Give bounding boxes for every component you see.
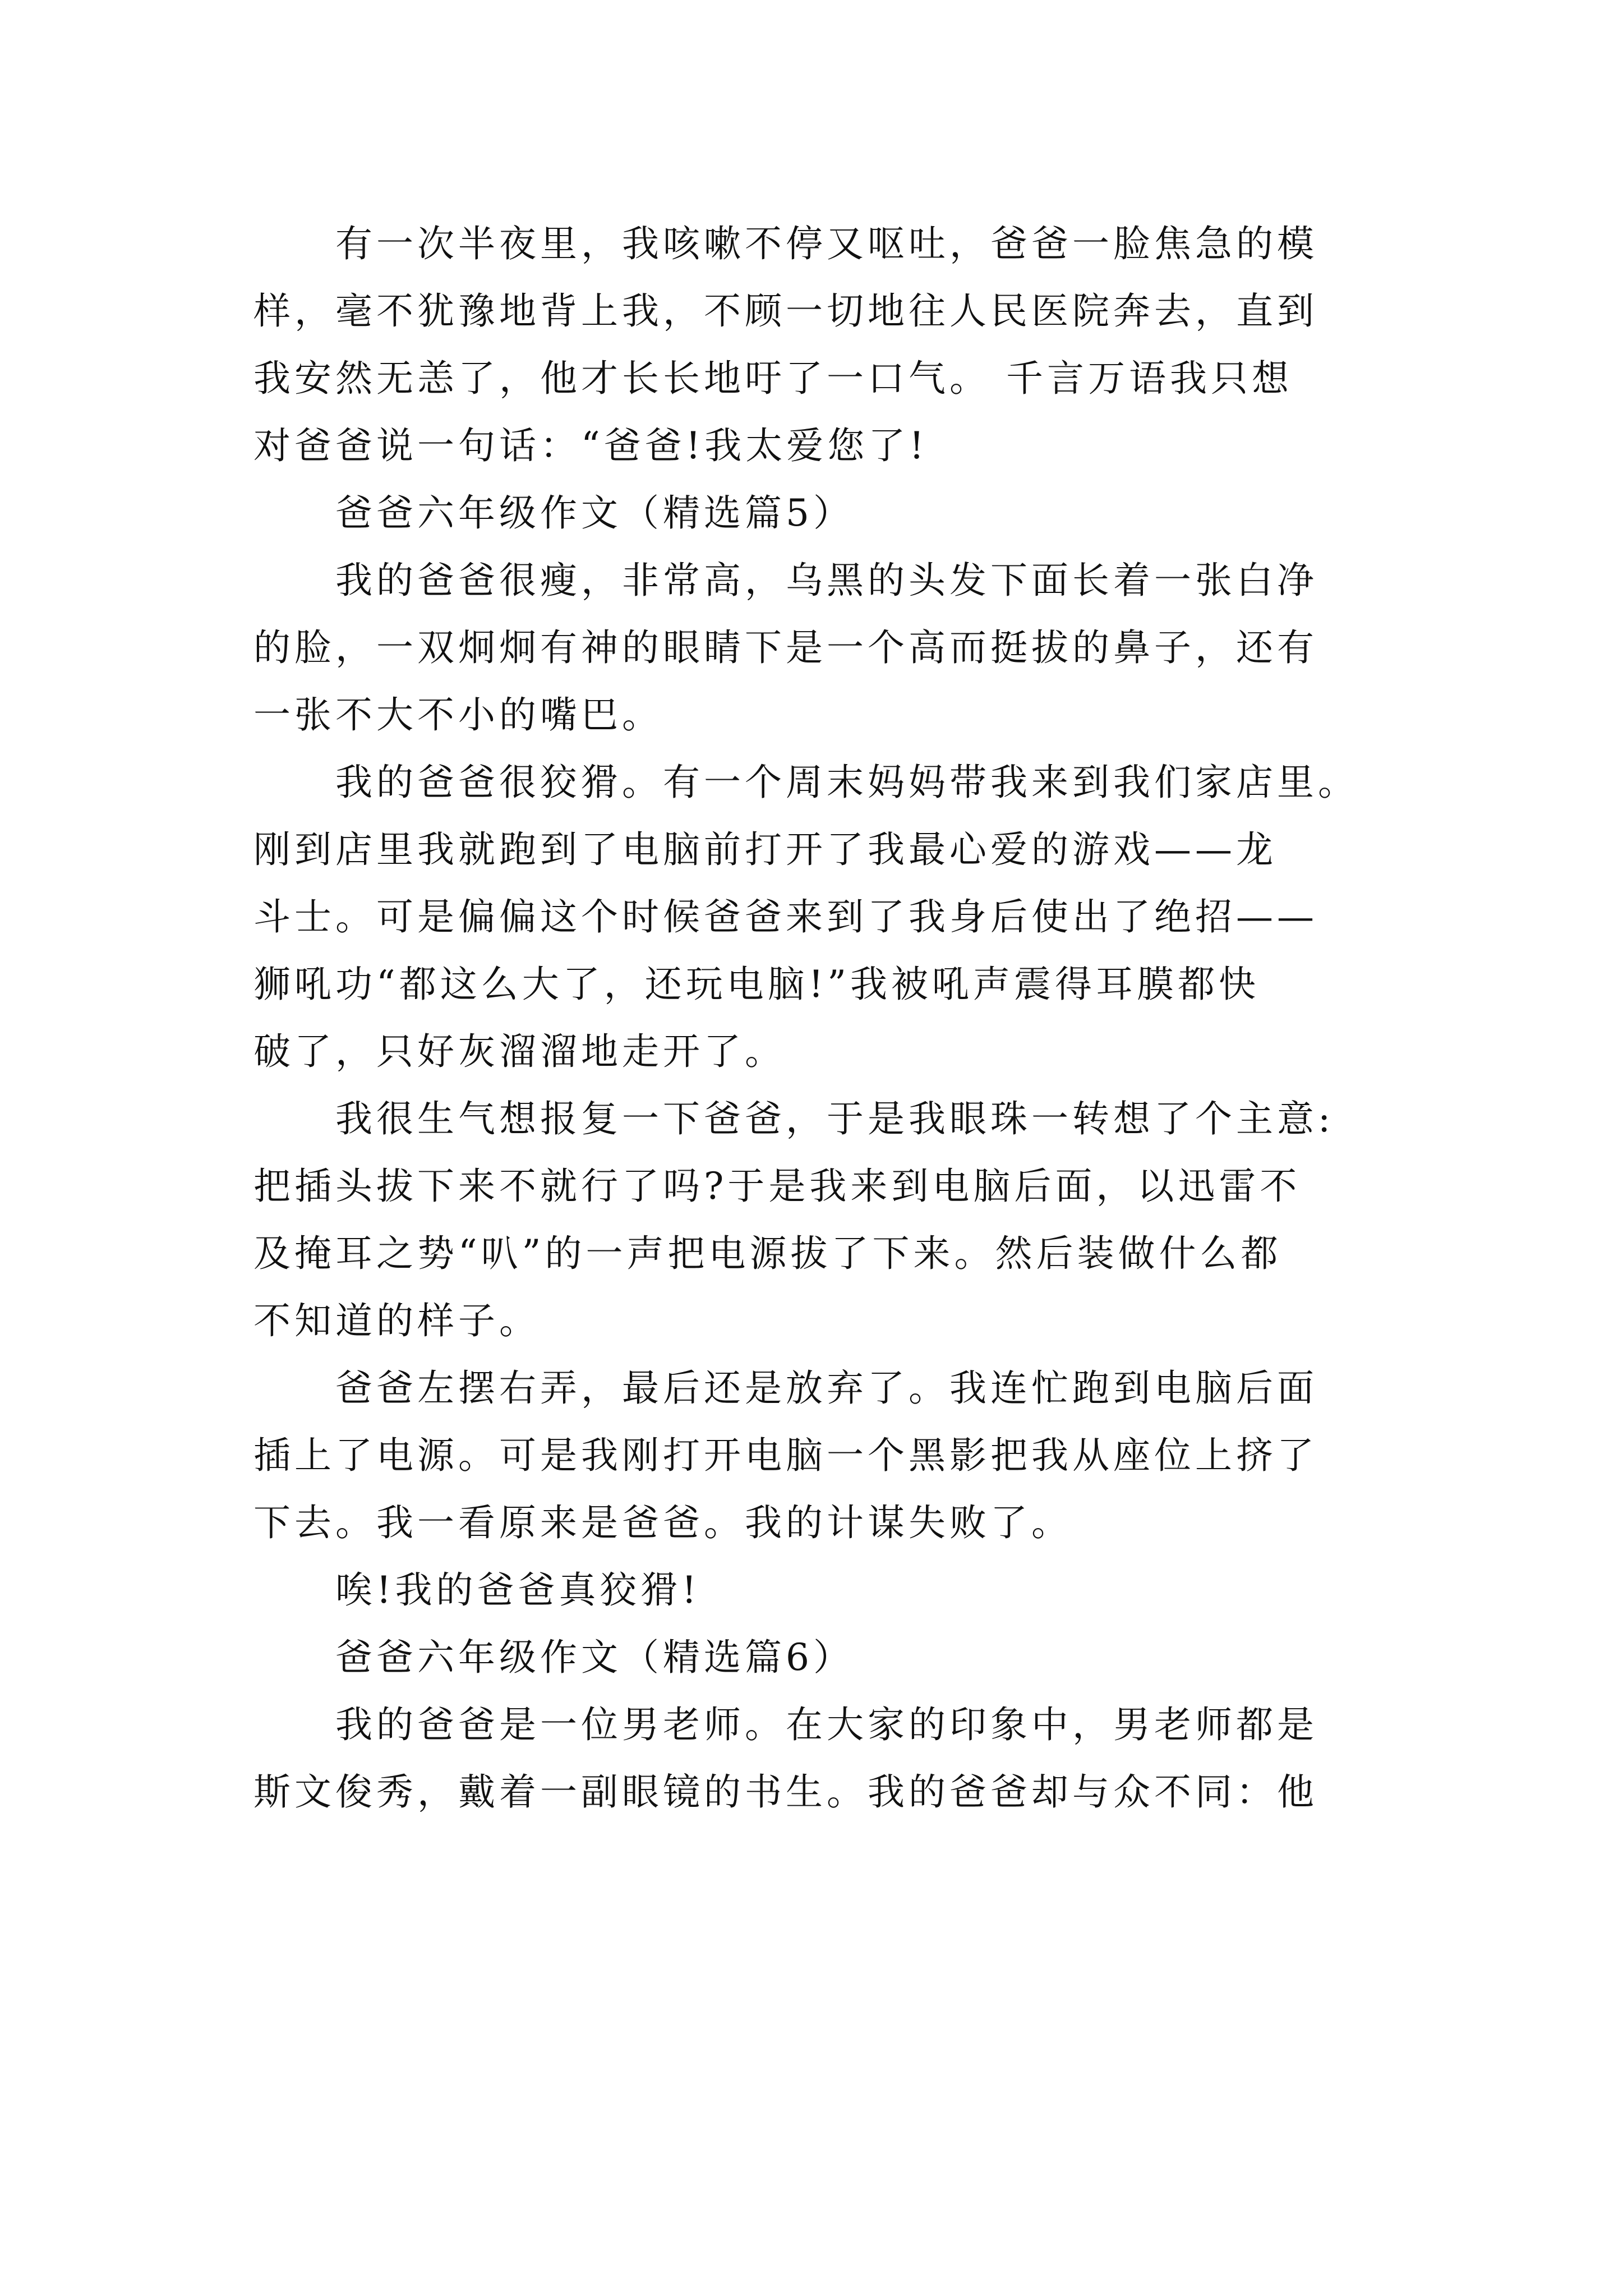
text-line: 斗士。可是偏偏这个时候爸爸来到了我身后使出了绝招——	[253, 895, 1318, 938]
text-line: 对爸爸说一句话：“爸爸!我太爱您了!	[253, 424, 928, 467]
text-line: 及掩耳之势“叭”的一声把电源拔了下来。然后装做什么都	[253, 1232, 1282, 1275]
text-line: 我安然无恙了，他才长长地吁了一口气。 千言万语我只想	[253, 357, 1293, 400]
section-heading: 爸爸六年级作文（精选篇5）	[335, 491, 854, 535]
text-line: 我很生气想报复一下爸爸，于是我眼珠一转想了个主意:	[335, 1097, 1335, 1140]
text-line: 破了，只好灰溜溜地走开了。	[253, 1030, 786, 1073]
text-line: 斯文俊秀，戴着一副眼镜的书生。我的爸爸却与众不同：他	[253, 1770, 1318, 1814]
text-line: 把插头拔下来不就行了吗?于是我来到电脑后面，以迅雷不	[253, 1165, 1301, 1208]
text-line: 的脸，一双炯炯有神的眼睛下是一个高而挺拔的鼻子，还有	[253, 626, 1318, 669]
text-line: 样，毫不犹豫地背上我，不顾一切地往人民医院奔去，直到	[253, 289, 1318, 333]
text-line: 唉!我的爸爸真狡猾!	[335, 1568, 701, 1612]
text-line: 狮吼功“都这么大了，还玩电脑!”我被吼声震得耳膜都快	[253, 963, 1260, 1006]
text-line: 我的爸爸很瘦，非常高，乌黑的头发下面长着一张白净	[335, 559, 1318, 602]
text-line: 我的爸爸是一位男老师。在大家的印象中，男老师都是	[335, 1703, 1318, 1746]
text-line: 有一次半夜里，我咳嗽不停又呕吐，爸爸一脸焦急的模	[335, 222, 1318, 265]
text-line: 不知道的样子。	[253, 1299, 540, 1342]
text-line: 我的爸爸很狡猾。有一个周末妈妈带我来到我们家店里。	[335, 761, 1359, 804]
section-heading: 爸爸六年级作文（精选篇6）	[335, 1636, 854, 1679]
text-line: 一张不大不小的嘴巴。	[253, 693, 663, 737]
text-line: 爸爸左摆右弄，最后还是放弃了。我连忙跑到电脑后面	[335, 1366, 1318, 1410]
text-line: 下去。我一看原来是爸爸。我的计谋失败了。	[253, 1501, 1072, 1544]
text-line: 插上了电源。可是我刚打开电脑一个黑影把我从座位上挤了	[253, 1434, 1318, 1477]
essay-text	[253, 210, 1389, 1826]
text-line: 刚到店里我就跑到了电脑前打开了我最心爱的游戏——龙	[253, 828, 1277, 871]
